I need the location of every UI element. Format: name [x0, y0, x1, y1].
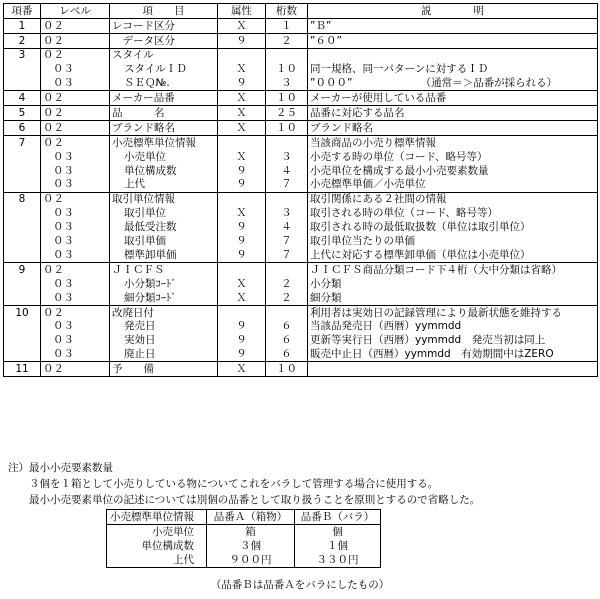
cell-attr: Ｘ [218, 63, 266, 77]
cell-attr [218, 192, 266, 206]
cell-item: 小分類ｺｰﾄﾞ [110, 277, 218, 291]
example-label: 小売単位 [107, 525, 207, 540]
cell-level: ０２ [41, 305, 110, 319]
cell-attr [218, 263, 266, 277]
table-row [4, 362, 598, 377]
col-header-level: レベル [41, 4, 110, 19]
col-header-digits: 桁数 [266, 4, 308, 19]
table-row [4, 291, 598, 305]
cell-no [4, 77, 41, 91]
cell-item: ＪＩＣＦＳ [110, 263, 218, 277]
example-header: 品番Ａ（箱物） [207, 510, 295, 525]
table-row [4, 33, 598, 48]
table-row [4, 248, 598, 262]
cell-digits [266, 192, 308, 206]
cell-digits: １０ [266, 91, 308, 106]
cell-digits [266, 136, 308, 150]
cell-level: ０３ [41, 178, 110, 192]
cell-digits: ３ [266, 150, 308, 164]
cell-level: ０３ [41, 150, 110, 164]
cell-level: ０３ [41, 63, 110, 77]
example-table [106, 509, 381, 568]
cell-desc: 販売中止日（西暦）yymmdd 有効期間中はZERO [308, 347, 598, 361]
cell-item: 小売標準単位情報 [110, 136, 218, 150]
cell-attr: ９ [218, 33, 266, 48]
cell-desc: ”６０” [308, 33, 598, 48]
cell-item: 上代 [110, 178, 218, 192]
cell-attr: Ｘ [218, 362, 266, 377]
cell-item: 品 名 [110, 106, 218, 121]
example-value-a: ９００円 [207, 553, 295, 568]
cell-no [4, 164, 41, 178]
cell-item: 取引単位 [110, 207, 218, 221]
cell-no [4, 207, 41, 221]
example-row [107, 553, 381, 568]
table-row [4, 277, 598, 291]
example-value-a: ３個 [207, 539, 295, 553]
cell-digits: ６ [266, 347, 308, 361]
cell-no [4, 220, 41, 234]
cell-attr: ９ [218, 234, 266, 248]
cell-level: ０３ [41, 291, 110, 305]
cell-digits: １０ [266, 121, 308, 136]
cell-attr: ９ [218, 320, 266, 334]
example-row [107, 525, 381, 540]
cell-attr: Ｘ [218, 291, 266, 305]
cell-desc: 取引される時の最低取扱数（単位は取引単位） [308, 220, 598, 234]
cell-no [4, 347, 41, 361]
cell-desc: ブランド略名 [308, 121, 598, 136]
cell-attr: Ｘ [218, 207, 266, 221]
cell-desc: ”０００” （通常＝＞品番が採られる） [308, 77, 598, 91]
table-row [4, 48, 598, 62]
note-line: ３個を１箱として小売りしている物についてこれをバラして管理する場合に使用する。 [29, 478, 439, 490]
table-row [4, 178, 598, 192]
cell-item: ブランド略名 [110, 121, 218, 136]
cell-level: ０２ [41, 19, 110, 34]
cell-item: 予 備 [110, 362, 218, 377]
cell-level: ０３ [41, 334, 110, 348]
cell-no [4, 334, 41, 348]
cell-no: 2 [4, 33, 41, 48]
note-line: 最小小売要素単位の記述については別個の品番として取り扱うことを原則とするので省略した。 [29, 494, 481, 506]
cell-digits: ４ [266, 220, 308, 234]
example-label: 上代 [107, 553, 207, 568]
cell-no [4, 234, 41, 248]
cell-attr [218, 48, 266, 62]
cell-level: ０３ [41, 77, 110, 91]
cell-item: 最低受注数 [110, 220, 218, 234]
cell-no [4, 150, 41, 164]
example-header: 小売標準単位情報 [107, 510, 207, 525]
cell-level: ０３ [41, 277, 110, 291]
cell-digits: １０ [266, 63, 308, 77]
table-row [4, 63, 598, 77]
cell-level: ０２ [41, 263, 110, 277]
cell-item: 発売日 [110, 320, 218, 334]
cell-item: データ区分 [110, 33, 218, 48]
cell-desc: ”Ｂ” [308, 19, 598, 34]
cell-desc: ＪＩＣＦＳ商品分類コード下４桁（大中分類は省略） [308, 263, 598, 277]
cell-digits [266, 263, 308, 277]
cell-item: メーカー品番 [110, 91, 218, 106]
footer-note: （品番Ｂは品番Ａをバラにしたもの） [210, 579, 390, 591]
cell-level: ０３ [41, 248, 110, 262]
table-row [4, 263, 598, 277]
cell-desc: 取引関係にある２社間の情報 [308, 192, 598, 206]
cell-item: 改廃日付 [110, 305, 218, 319]
cell-desc: メーカーが使用している品番 [308, 91, 598, 106]
cell-attr: ９ [218, 220, 266, 234]
cell-no [4, 63, 41, 77]
cell-desc: 細分類 [308, 291, 598, 305]
example-value-b: ３３０円 [295, 553, 381, 568]
cell-digits: ２ [266, 291, 308, 305]
table-row [4, 207, 598, 221]
cell-attr: ９ [218, 77, 266, 91]
cell-no: 8 [4, 192, 41, 206]
cell-no: 10 [4, 305, 41, 319]
example-header-row [107, 510, 381, 525]
record-layout-body [4, 19, 598, 377]
cell-level: ０２ [41, 91, 110, 106]
col-header-desc: 説 明 [308, 4, 598, 19]
cell-desc: 同一規格、同一パターンに対するＩＤ [308, 63, 598, 77]
table-row [4, 150, 598, 164]
col-header-no: 項番 [4, 4, 41, 19]
cell-level: ０３ [41, 164, 110, 178]
cell-no [4, 291, 41, 305]
cell-level: ０３ [41, 207, 110, 221]
table-row [4, 136, 598, 150]
cell-level: ０２ [41, 33, 110, 48]
cell-attr: Ｘ [218, 19, 266, 34]
cell-level: ０２ [41, 106, 110, 121]
cell-digits: ２ [266, 277, 308, 291]
table-row [4, 334, 598, 348]
cell-level: ０２ [41, 362, 110, 377]
cell-level: ０３ [41, 320, 110, 334]
cell-level: ０３ [41, 220, 110, 234]
record-layout-table [3, 3, 598, 377]
cell-desc: 小売標準単価／小売単位 [308, 178, 598, 192]
cell-no: 3 [4, 48, 41, 62]
table-row [4, 305, 598, 319]
cell-item: ＳＥＱ№. [110, 77, 218, 91]
table-row [4, 234, 598, 248]
table-row [4, 106, 598, 121]
table-row [4, 164, 598, 178]
cell-attr: Ｘ [218, 91, 266, 106]
cell-attr [218, 305, 266, 319]
cell-digits: １ [266, 19, 308, 34]
table-row [4, 121, 598, 136]
cell-digits: ７ [266, 234, 308, 248]
cell-desc [308, 48, 598, 62]
table-row [4, 77, 598, 91]
cell-attr: Ｘ [218, 150, 266, 164]
cell-desc: 取引される時の単位（コード、略号等） [308, 207, 598, 221]
cell-level: ０３ [41, 347, 110, 361]
cell-attr: Ｘ [218, 106, 266, 121]
cell-desc: 品番に対応する品名 [308, 106, 598, 121]
cell-no [4, 178, 41, 192]
cell-level: ０３ [41, 234, 110, 248]
cell-no: 9 [4, 263, 41, 277]
cell-digits: ２ [266, 33, 308, 48]
cell-level: ０２ [41, 192, 110, 206]
cell-level: ０２ [41, 48, 110, 62]
example-value-b: 個 [295, 525, 381, 540]
cell-item: 小売単位 [110, 150, 218, 164]
cell-item: レコード区分 [110, 19, 218, 34]
cell-desc: 小売単位を構成する最小小売要素数量 [308, 164, 598, 178]
table-row [4, 91, 598, 106]
col-header-attr: 属性 [218, 4, 266, 19]
cell-attr: ９ [218, 248, 266, 262]
cell-digits: １０ [266, 362, 308, 377]
example-row [107, 539, 381, 553]
cell-attr: Ｘ [218, 121, 266, 136]
cell-desc: 取引単位当たりの単価 [308, 234, 598, 248]
cell-item: 単位構成数 [110, 164, 218, 178]
cell-digits: ２５ [266, 106, 308, 121]
cell-attr: ９ [218, 178, 266, 192]
example-header: 品番Ｂ（バラ） [295, 510, 381, 525]
cell-no: 11 [4, 362, 41, 377]
cell-desc: 当該商品の小売り標準情報 [308, 136, 598, 150]
table-row [4, 347, 598, 361]
cell-digits: ４ [266, 164, 308, 178]
cell-attr [218, 136, 266, 150]
cell-desc: 小分類 [308, 277, 598, 291]
cell-item: 細分類ｺｰﾄﾞ [110, 291, 218, 305]
cell-item: 実効日 [110, 334, 218, 348]
cell-digits [266, 305, 308, 319]
cell-no: 7 [4, 136, 41, 150]
example-value-a: 箱 [207, 525, 295, 540]
cell-item: 廃止日 [110, 347, 218, 361]
example-label: 単位構成数 [107, 539, 207, 553]
cell-item: スタイルＩＤ [110, 63, 218, 77]
cell-attr: Ｘ [218, 277, 266, 291]
cell-no: 6 [4, 121, 41, 136]
table-row [4, 220, 598, 234]
cell-no: 5 [4, 106, 41, 121]
cell-no: 1 [4, 19, 41, 34]
cell-desc: 利用者は実効日の記録管理により最新状態を維持する [308, 305, 598, 319]
cell-attr: ９ [218, 347, 266, 361]
cell-desc: 当該品発売日（西暦）yymmdd [308, 320, 598, 334]
table-row [4, 320, 598, 334]
cell-desc: 上代に対応する標準卸単価（単位は小売単位） [308, 248, 598, 262]
table-row [4, 19, 598, 34]
cell-item: 取引単価 [110, 234, 218, 248]
notes [8, 463, 593, 511]
cell-no [4, 320, 41, 334]
cell-attr: ９ [218, 334, 266, 348]
cell-digits: ７ [266, 178, 308, 192]
cell-attr: ９ [218, 164, 266, 178]
cell-desc: 更新等実行日（西暦）yymmdd 発売当初は同上 [308, 334, 598, 348]
cell-digits [266, 48, 308, 62]
cell-no [4, 248, 41, 262]
cell-item: 標準卸単価 [110, 248, 218, 262]
cell-digits: ３ [266, 207, 308, 221]
cell-digits: ６ [266, 334, 308, 348]
cell-digits: ３ [266, 77, 308, 91]
table-row [4, 192, 598, 206]
note-title: 注）最小小売要素数量 [8, 462, 113, 474]
cell-digits: ６ [266, 320, 308, 334]
cell-desc [308, 362, 598, 377]
header-row [4, 4, 598, 19]
cell-no: 4 [4, 91, 41, 106]
cell-desc: 小売する時の単位（コード、略号等） [308, 150, 598, 164]
cell-level: ０２ [41, 136, 110, 150]
cell-no [4, 277, 41, 291]
cell-item: 取引単位情報 [110, 192, 218, 206]
col-header-item: 項 目 [110, 4, 218, 19]
cell-item: スタイル [110, 48, 218, 62]
example-value-b: １個 [295, 539, 381, 553]
cell-level: ０２ [41, 121, 110, 136]
cell-digits: ７ [266, 248, 308, 262]
